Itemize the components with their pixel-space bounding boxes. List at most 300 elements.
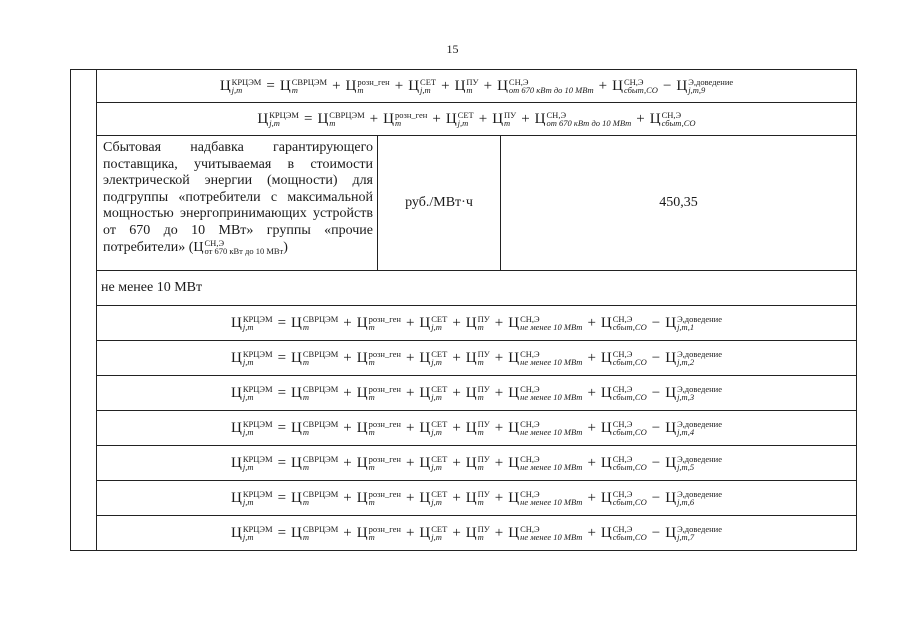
formula-3-term5-index [520, 385, 582, 401]
formula-5-term1 [291, 455, 338, 472]
formula-4-term7-sup: Э,доведение [677, 419, 722, 430]
top-formula-2-expression [257, 111, 695, 128]
formula-2-term5-sup: СН,Э [520, 349, 540, 360]
top-formula-1-term7-sup: Э,доведение [688, 77, 734, 88]
formula-1-term6 [601, 315, 647, 332]
formula-5-term6-sub: сбыт,СО [612, 462, 647, 473]
top-formula-2-lhs-letter: Ц [257, 110, 269, 127]
formula-4-term4 [466, 420, 490, 437]
formula-3-term2-sub: m [368, 392, 375, 403]
formula-6-term4 [466, 490, 490, 507]
formula-5-term5-index [520, 455, 582, 471]
formula-3-term4-index [478, 385, 490, 401]
page-number: 15 [446, 42, 459, 56]
formula-4-term3 [419, 420, 447, 437]
formula-7-term7-index [677, 525, 722, 541]
formula-5-term7-sup: Э,доведение [677, 454, 722, 465]
formula-6-term3-index [431, 490, 447, 506]
formula-1-term2-index [369, 315, 401, 331]
formula-7-term2-letter: Ц [356, 524, 368, 541]
formula-6-term3-sup: СЕТ [431, 489, 448, 500]
top-formula-1-term3-index [420, 78, 436, 94]
formula-2-term4-sub: m [477, 357, 484, 368]
formula-row-top-2 [96, 102, 857, 136]
formula-4-term3-index [431, 420, 447, 436]
top-formula-2-term6 [650, 111, 696, 128]
top-formula-1-equals: = [266, 77, 275, 94]
formula-2-term3-sub: j,m [431, 357, 442, 368]
formula-2-plus4: + [494, 349, 504, 366]
formula-2-term6 [601, 350, 647, 367]
formula-3-term7-letter: Ц [665, 384, 677, 401]
top-formula-2-term6-sup: СН,Э [661, 110, 682, 121]
formula-4-term2-sup: розн_ген [368, 419, 401, 430]
formula-5-term1-letter: Ц [291, 454, 302, 471]
top-formula-2-term3-sub: j,m [457, 118, 469, 129]
formula-2-term2-sub: m [368, 357, 375, 368]
formula-4-term1 [291, 420, 338, 437]
formula-7-term3-sub: j,m [431, 532, 442, 543]
formula-6-term4-letter: Ц [465, 489, 477, 506]
table-left-column [70, 69, 96, 551]
formula-4-term5-sub: не менее 10 МВт [520, 427, 583, 438]
top-formula-2-term2-sup: розн_ген [394, 110, 428, 121]
top-formula-1-term4-index [466, 78, 478, 94]
formula-7-lhs [231, 525, 273, 542]
formula-7-term1-index [303, 525, 338, 541]
formula-3-term6 [601, 385, 647, 402]
formula-1-plus5: + [587, 314, 596, 331]
formula-5-lhs [231, 455, 273, 472]
formula-3-term4 [466, 385, 490, 402]
formula-4-plus1: + [343, 419, 352, 436]
formula-5-plus2: + [405, 454, 415, 471]
top-formula-1-term4-sup: ПУ [466, 77, 479, 88]
formula-6-lhs-letter: Ц [231, 489, 242, 506]
top-formula-1-lhs [220, 78, 262, 95]
top-formula-2-lhs [257, 111, 299, 128]
formula-1-term4-index [478, 315, 490, 331]
formula-5-term1-index [303, 455, 338, 471]
formula-7-plus5: + [587, 524, 596, 541]
formula-4-term1-sub: m [302, 427, 310, 438]
top-formula-1-plus4: + [483, 77, 493, 94]
formula-5-term7-letter: Ц [665, 454, 677, 471]
formula-2-minus: − [651, 349, 661, 366]
top-formula-1-term1-sup: СВРЦЭМ [291, 77, 328, 88]
formula-3-term2 [357, 385, 401, 402]
formula-1-term5 [508, 315, 582, 332]
formula-2-term7-sup: Э,доведение [677, 349, 722, 360]
formula-4-term7-index [677, 420, 722, 436]
formula-2-term4-letter: Ц [465, 349, 477, 366]
formula-1-equals: = [277, 314, 287, 331]
formula-4-term5 [508, 420, 582, 437]
formula-3-plus1: + [343, 384, 352, 401]
formula-7-plus4: + [494, 524, 504, 541]
formula-4-term6-sub: сбыт,СО [612, 427, 647, 438]
formula-4-term6-sup: СН,Э [612, 419, 633, 430]
formula-1-term5-index [520, 315, 582, 331]
formula-5-term2-sub: m [368, 462, 375, 473]
formula-2-plus2: + [405, 349, 415, 366]
formula-6-term7 [665, 490, 722, 507]
formula-7-lhs-letter: Ц [231, 524, 242, 541]
formula-5-term6-index [613, 455, 647, 471]
formula-6-term5-sub: не менее 10 МВт [520, 497, 583, 508]
formula-7-term5-index [520, 525, 582, 541]
top-formula-1-term4 [455, 78, 479, 95]
formula-3-term2-index [369, 385, 401, 401]
formula-5-equals: = [277, 454, 287, 471]
formula-7-term3-sup: СЕТ [431, 524, 448, 535]
formula-6-plus4: + [494, 489, 504, 506]
formula-4-term3-sub: j,m [431, 427, 442, 438]
formula-5-lhs-sub: j,m [242, 462, 254, 473]
formula-7-plus3: + [452, 524, 461, 541]
formula-6-term1-sup: СВРЦЭМ [302, 489, 339, 500]
top-formula-2-term2-sub: m [394, 118, 402, 129]
formula-3-term6-sup: СН,Э [612, 384, 633, 395]
formula-1-lhs-sub: j,m [242, 322, 254, 333]
formula-1-term4-sup: ПУ [477, 314, 490, 325]
formula-row [96, 340, 857, 376]
top-formula-1-term1 [280, 78, 327, 95]
formula-4-plus2: + [405, 419, 415, 436]
top-formula-2-term1-letter: Ц [317, 110, 329, 127]
formula-1-lhs-index [243, 315, 273, 331]
formula-1-term2-sup: розн_ген [368, 314, 401, 325]
formula-2-term7 [665, 350, 722, 367]
formula-7-term1-sup: СВРЦЭМ [302, 524, 339, 535]
formula-3-equals: = [277, 384, 287, 401]
top-formula-2-term5-index [547, 111, 632, 127]
formula-4-term2-index [369, 420, 401, 436]
formula-4-term5-sup: СН,Э [520, 419, 540, 430]
formula-2-term4-index [478, 350, 490, 366]
formula-7-expression [231, 525, 722, 542]
formula-row [96, 480, 857, 516]
formula-5-term5-sup: СН,Э [520, 454, 540, 465]
markup-description-text: Сбытовая надбавка гарантирующего поставщика, учитываемая в стоимости электрической энергии (мощности) для подгруппы «потребители с максимальной мощностью энергопринимающих устройств от 670 до 10 МВт» группы «прочие потребители» (Ц [103, 140, 373, 255]
formula-5-lhs-sup: КРЦЭМ [242, 454, 273, 465]
formula-row [96, 410, 857, 446]
formula-5-term2-index [369, 455, 401, 471]
top-formula-1-term6 [612, 78, 658, 95]
top-formula-2-term3-letter: Ц [445, 110, 457, 127]
formula-1-term6-letter: Ц [600, 314, 612, 331]
formula-7-term6-index [613, 525, 647, 541]
formula-4-term6-index [613, 420, 647, 436]
formula-5-lhs-index [243, 455, 273, 471]
formula-4-minus: − [651, 419, 661, 436]
formula-7-term5-letter: Ц [508, 524, 520, 541]
formula-6-term3 [419, 490, 447, 507]
top-formula-2-term4 [492, 111, 516, 128]
formula-2-term1-index [303, 350, 338, 366]
formula-6-term2-letter: Ц [356, 489, 368, 506]
formula-1-term7-sub: j,m,1 [677, 322, 695, 333]
formula-5-term4-sub: m [477, 462, 484, 473]
formula-5-term6-letter: Ц [600, 454, 612, 471]
formula-4-term1-letter: Ц [291, 419, 302, 436]
top-formula-1-lhs-sup: КРЦЭМ [231, 77, 262, 88]
formula-1-plus4: + [494, 314, 504, 331]
top-formula-2-plus2: + [432, 110, 441, 127]
formula-2-term5 [508, 350, 582, 367]
top-formula-2-plus4: + [521, 110, 530, 127]
formula-4-term6 [601, 420, 647, 437]
formula-2-plus5: + [587, 349, 596, 366]
top-formula-1-lhs-letter: Ц [219, 77, 231, 94]
formula-2-lhs-letter: Ц [231, 349, 242, 366]
formula-1-term1 [291, 315, 338, 332]
formula-2-term5-sub: не менее 10 МВт [520, 357, 583, 368]
formula-2-lhs-index [243, 350, 273, 366]
formula-2-plus3: + [452, 349, 461, 366]
formula-6-term1-index [303, 490, 338, 506]
top-formula-1-term5 [497, 78, 594, 95]
markup-row [96, 135, 857, 271]
markup-desc-sub: от 670 кВт до 10 МВт [204, 246, 284, 256]
formula-2-expression [231, 350, 722, 367]
top-formula-2-term2-letter: Ц [383, 110, 394, 127]
formula-2-lhs [231, 350, 273, 367]
top-formula-1-term6-letter: Ц [612, 77, 623, 94]
top-formula-2-term4-sup: ПУ [504, 110, 517, 121]
formula-6-term6-sup: СН,Э [612, 489, 633, 500]
formula-3-minus: − [651, 384, 661, 401]
top-formula-1-term1-sub: m [291, 85, 298, 96]
formula-2-term7-index [677, 350, 722, 366]
formula-2-term6-sup: СН,Э [612, 349, 633, 360]
formula-6-plus1: + [343, 489, 352, 506]
formula-4-expression [231, 420, 722, 437]
formula-2-term3 [419, 350, 447, 367]
markup-value: 450,35 [659, 195, 698, 210]
formula-1-term7-letter: Ц [665, 314, 677, 331]
formula-row [96, 375, 857, 411]
formula-6-term3-sub: j,m [431, 497, 442, 508]
formula-3-term3-sup: СЕТ [431, 384, 448, 395]
formula-2-term2-sup: розн_ген [368, 349, 401, 360]
top-formula-2-term3 [446, 111, 474, 128]
formula-4-plus4: + [494, 419, 504, 436]
formula-2-term1-sub: m [302, 357, 310, 368]
formula-5-term3-sup: СЕТ [431, 454, 448, 465]
formula-1-term1-letter: Ц [291, 314, 302, 331]
formula-3-term3-letter: Ц [419, 384, 431, 401]
formula-6-lhs-sub: j,m [242, 497, 254, 508]
formula-7-term2-sup: розн_ген [368, 524, 401, 535]
formula-7-term7-sub: j,m,7 [677, 532, 695, 543]
formula-5-term1-sub: m [302, 462, 310, 473]
formula-5-term4 [466, 455, 490, 472]
top-formula-2-term4-sub: m [504, 118, 511, 129]
formula-5-term7-index [677, 455, 722, 471]
formula-6-term1-letter: Ц [291, 489, 302, 506]
formula-7-term3-index [431, 525, 447, 541]
tariff-table [70, 69, 857, 551]
formula-3-term4-sup: ПУ [477, 384, 490, 395]
formula-4-lhs-sup: КРЦЭМ [242, 419, 273, 430]
formula-3-plus4: + [494, 384, 504, 401]
formula-3-term6-index [613, 385, 647, 401]
formula-3-term5 [508, 385, 582, 402]
formula-7-lhs-sup: КРЦЭМ [242, 524, 273, 535]
formula-7-equals: = [277, 524, 287, 541]
formula-6-expression [231, 490, 722, 507]
formula-3-lhs-letter: Ц [231, 384, 242, 401]
formula-3-term1-sup: СВРЦЭМ [302, 384, 339, 395]
formula-row [96, 305, 857, 341]
top-formula-2-term5 [535, 111, 632, 128]
formula-5-term3-sub: j,m [431, 462, 442, 473]
formula-6-lhs-sup: КРЦЭМ [242, 489, 273, 500]
formula-3-term7 [665, 385, 722, 402]
top-formula-1-term5-sup: СН,Э [508, 77, 529, 88]
top-formula-2-term1-index [329, 111, 364, 127]
formula-4-lhs-letter: Ц [231, 419, 242, 436]
formula-2-term3-letter: Ц [419, 349, 431, 366]
top-formula-1-term6-sub: сбыт,СО [623, 85, 658, 96]
formula-3-term1-index [303, 385, 338, 401]
formula-5-term7 [665, 455, 722, 472]
formula-6-term4-index [478, 490, 490, 506]
formula-5-lhs-letter: Ц [231, 454, 242, 471]
formula-1-term3 [419, 315, 447, 332]
top-formula-2-term1 [317, 111, 364, 128]
formula-6-term5 [508, 490, 582, 507]
formula-1-term2-sub: m [368, 322, 375, 333]
formula-2-term3-sup: СЕТ [431, 349, 448, 360]
formula-2-term2-letter: Ц [356, 349, 368, 366]
formula-3-term3-sub: j,m [431, 392, 442, 403]
formula-3-term7-sub: j,m,3 [677, 392, 695, 403]
top-formula-2-term6-sub: сбыт,СО [661, 118, 696, 129]
formula-3-lhs-sup: КРЦЭМ [242, 384, 273, 395]
formula-4-term3-letter: Ц [419, 419, 431, 436]
section-label-row [96, 270, 857, 306]
formula-5-term3 [419, 455, 447, 472]
formula-1-term4-sub: m [477, 322, 484, 333]
top-formula-2-term5-letter: Ц [534, 110, 546, 127]
formula-3-term6-sub: сбыт,СО [612, 392, 647, 403]
formula-1-term7-index [677, 315, 722, 331]
formula-2-term6-index [613, 350, 647, 366]
formula-row [96, 515, 857, 551]
formula-3-term5-letter: Ц [508, 384, 520, 401]
formula-6-term7-sup: Э,доведение [677, 489, 722, 500]
top-formula-1-term2 [346, 78, 390, 95]
formula-2-term4-sup: ПУ [477, 349, 490, 360]
formula-5-term6-sup: СН,Э [612, 454, 633, 465]
top-formula-1-term2-index [357, 78, 389, 94]
formula-6-plus3: + [452, 489, 461, 506]
top-formula-1-term3-sup: СЕТ [420, 77, 437, 88]
formula-7-lhs-sub: j,m [242, 532, 254, 543]
formula-row [96, 445, 857, 481]
formula-2-term5-letter: Ц [508, 349, 520, 366]
top-formula-1-term5-index [509, 78, 594, 94]
formula-3-term7-index [677, 385, 722, 401]
formula-5-term5-letter: Ц [508, 454, 520, 471]
formula-3-lhs-sub: j,m [242, 392, 254, 403]
formula-7-term3 [419, 525, 447, 542]
formula-2-lhs-sub: j,m [242, 357, 254, 368]
formula-4-term4-sup: ПУ [477, 419, 490, 430]
formula-7-term1-sub: m [302, 532, 310, 543]
formula-5-plus3: + [452, 454, 461, 471]
top-formula-1-term3-sub: j,m [420, 85, 431, 96]
formula-1-plus2: + [405, 314, 415, 331]
top-formula-1-term5-letter: Ц [497, 77, 508, 94]
formula-2-term1-sup: СВРЦЭМ [302, 349, 339, 360]
formula-7-term1-letter: Ц [291, 524, 302, 541]
formula-6-term3-letter: Ц [419, 489, 431, 506]
formula-2-term5-index [520, 350, 582, 366]
formula-3-term3-index [431, 385, 447, 401]
formula-3-term5-sub: не менее 10 МВт [520, 392, 583, 403]
formula-2-plus1: + [343, 349, 352, 366]
formula-7-term4 [466, 525, 490, 542]
formula-1-term2-letter: Ц [356, 314, 368, 331]
formula-2-equals: = [277, 349, 287, 366]
top-formula-1-term7-sub: j,m,9 [688, 85, 706, 96]
formula-3-term6-letter: Ц [600, 384, 612, 401]
formula-2-term3-index [431, 350, 447, 366]
formula-6-term4-sub: m [477, 497, 484, 508]
formula-4-term4-letter: Ц [465, 419, 477, 436]
top-formula-2-term2 [383, 111, 427, 128]
formula-6-plus5: + [587, 489, 596, 506]
formula-6-term1-sub: m [302, 497, 310, 508]
formula-5-term1-sup: СВРЦЭМ [302, 454, 339, 465]
top-formula-1-plus2: + [394, 77, 404, 94]
formula-1-term5-sup: СН,Э [520, 314, 540, 325]
top-formula-1-term2-sub: m [357, 85, 364, 96]
formula-7-term6-sup: СН,Э [612, 524, 633, 535]
formula-3-term4-letter: Ц [465, 384, 477, 401]
formula-6-term5-sup: СН,Э [520, 489, 540, 500]
formula-3-term4-sub: m [477, 392, 484, 403]
formula-6-term5-letter: Ц [508, 489, 520, 506]
formula-6-term6-sub: сбыт,СО [612, 497, 647, 508]
formula-4-term7-sub: j,m,4 [677, 427, 695, 438]
formula-2-term7-sub: j,m,2 [677, 357, 695, 368]
formula-2-lhs-sup: КРЦЭМ [242, 349, 273, 360]
formula-7-term7-sup: Э,доведение [677, 524, 722, 535]
formula-5-minus: − [651, 454, 661, 471]
formula-2-term1-letter: Ц [291, 349, 302, 366]
formula-3-term3 [419, 385, 447, 402]
formula-1-term6-index [613, 315, 647, 331]
formula-1-term4 [466, 315, 490, 332]
top-formula-1-term7 [676, 78, 733, 95]
formula-4-term2 [357, 420, 401, 437]
top-formula-1-lhs-index [232, 78, 262, 94]
formula-3-lhs [231, 385, 273, 402]
formula-1-term3-sup: СЕТ [431, 314, 448, 325]
formula-3-plus5: + [587, 384, 596, 401]
formula-1-term3-sub: j,m [431, 322, 442, 333]
top-formula-1-term3 [408, 78, 436, 95]
markup-desc-close: ) [283, 240, 288, 255]
top-formula-1-expression [220, 78, 733, 95]
top-formula-2-plus1: + [369, 110, 379, 127]
top-formula-1-term2-letter: Ц [345, 77, 357, 94]
formula-3-term7-sup: Э,доведение [677, 384, 722, 395]
